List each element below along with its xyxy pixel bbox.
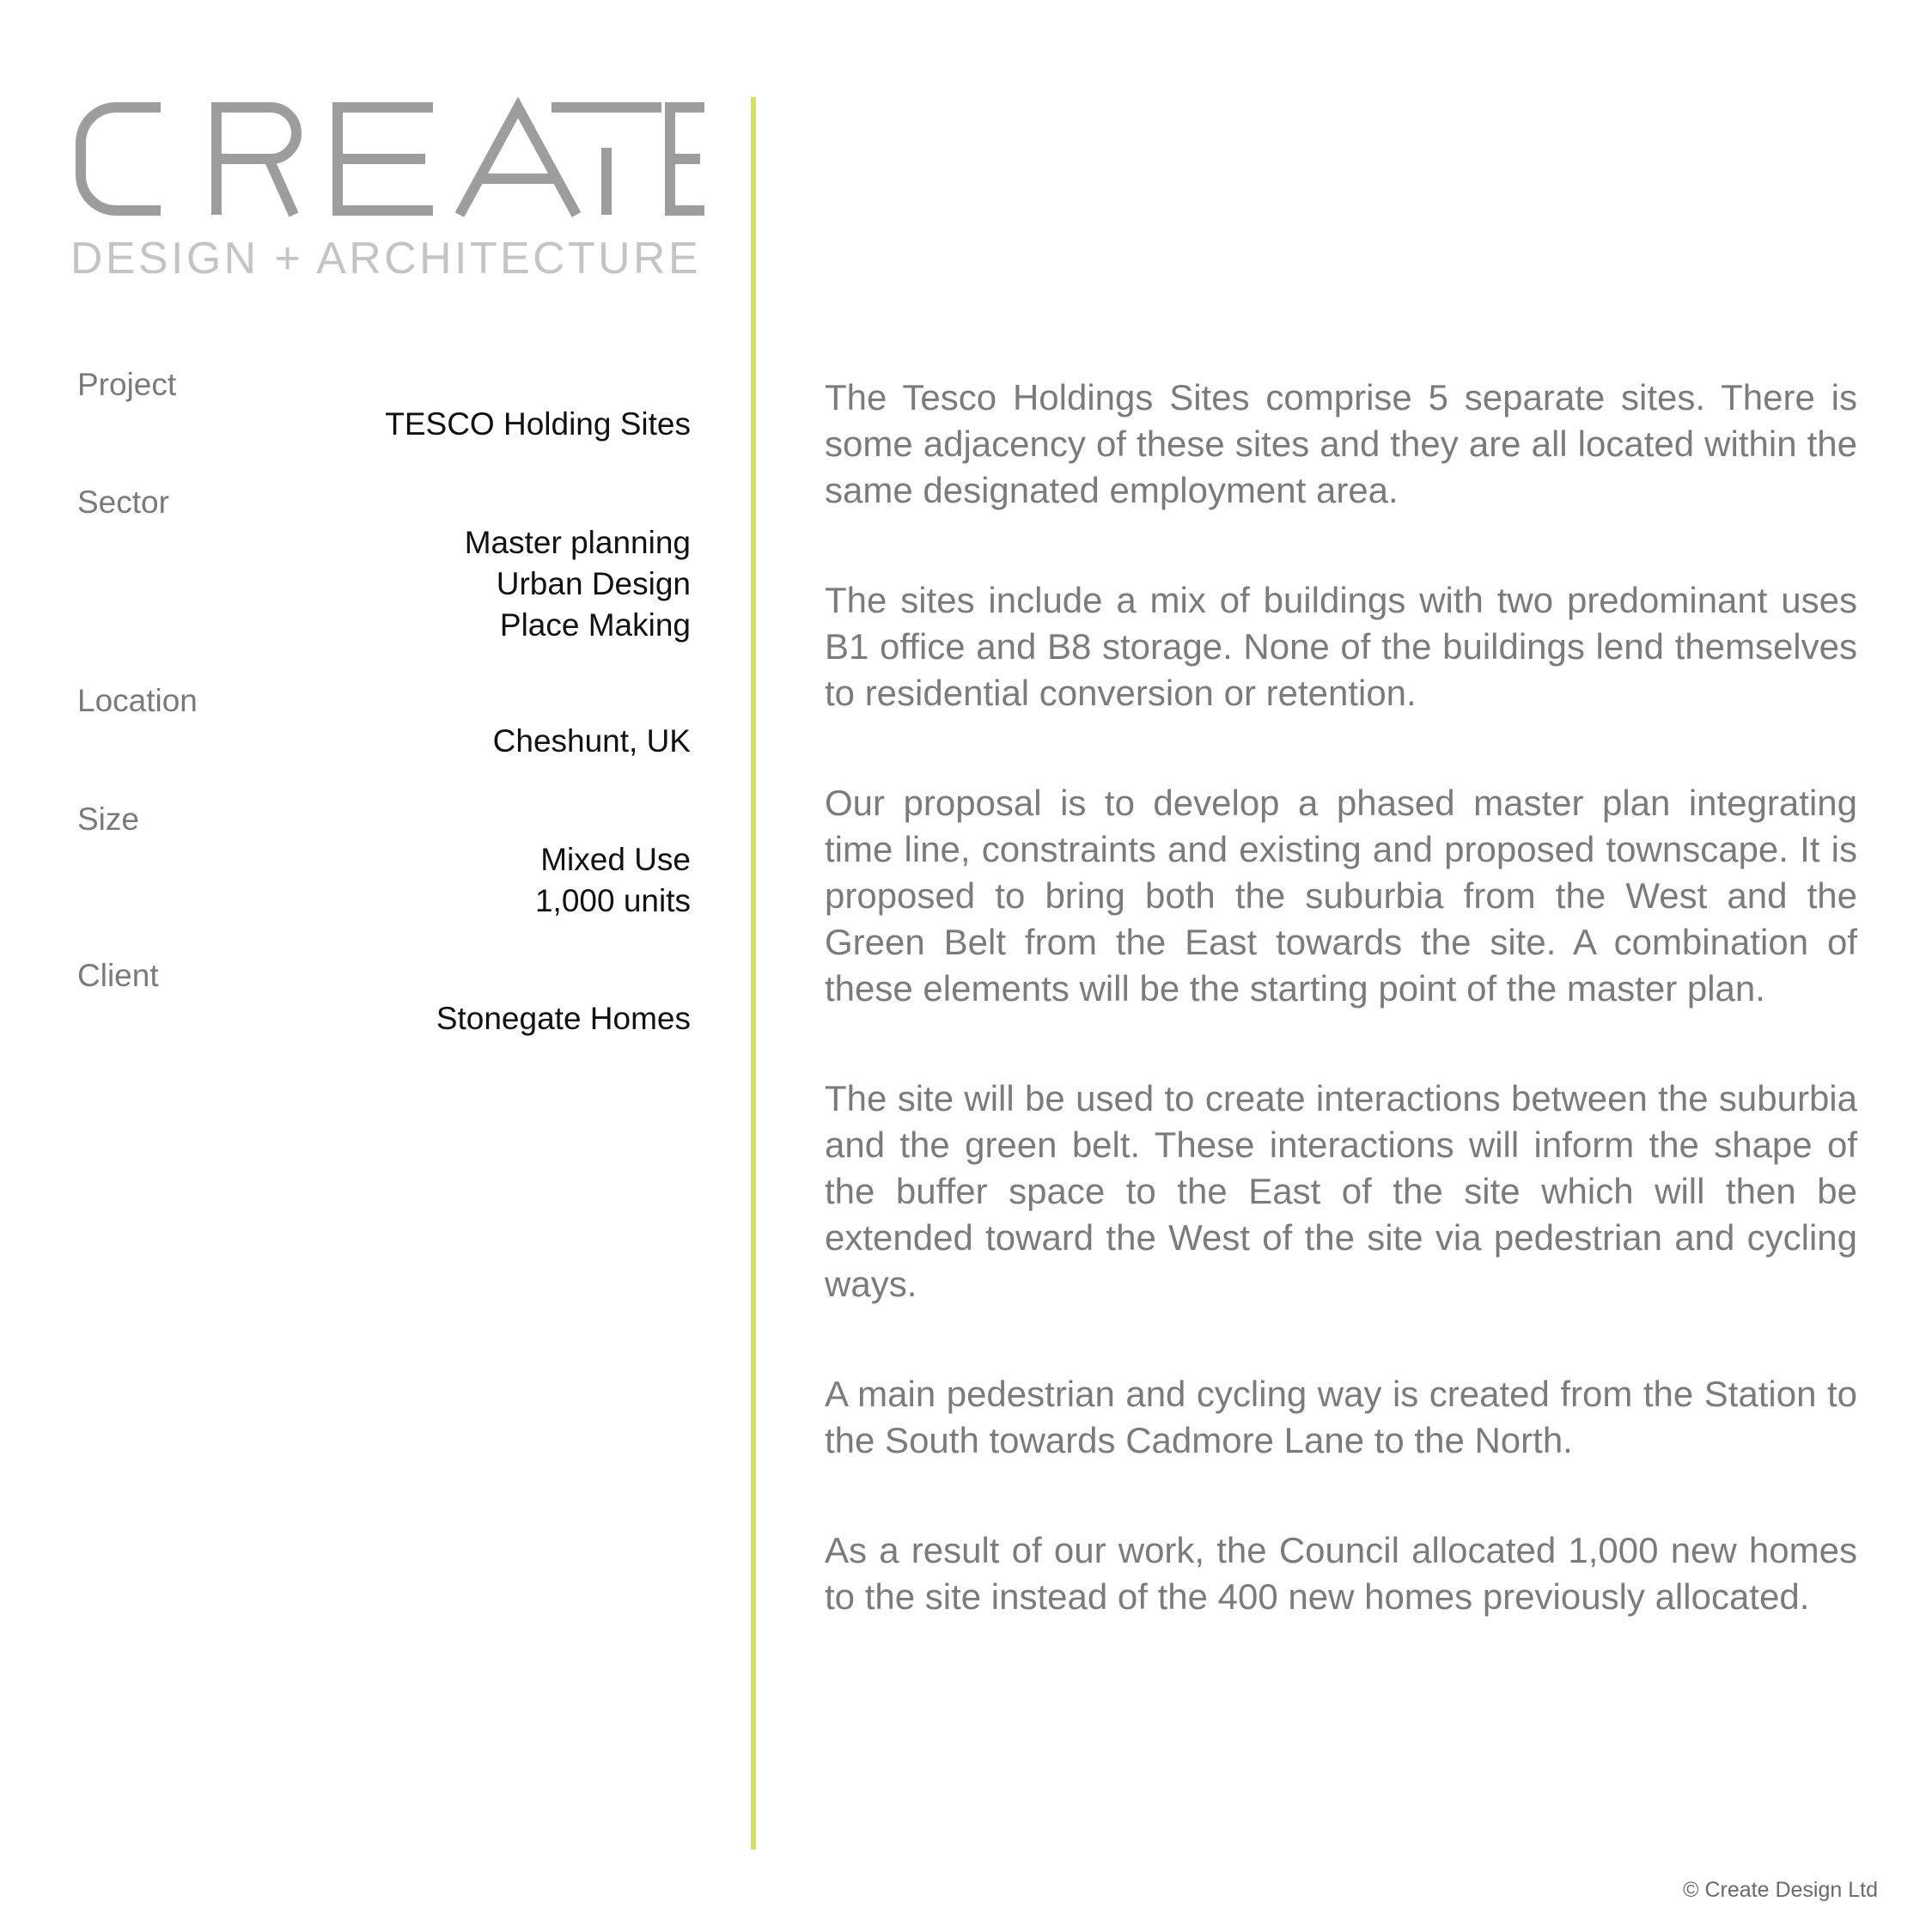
copyright-notice: © Create Design Ltd bbox=[1683, 1878, 1878, 1902]
client-value-line: Stonegate Homes bbox=[436, 1001, 691, 1036]
svg-text:DESIGN + ARCHITECTURE: DESIGN + ARCHITECTURE bbox=[70, 234, 701, 281]
project-description bbox=[825, 375, 1857, 1684]
sector-value-line: Master planning bbox=[464, 525, 691, 560]
location-label: Location bbox=[77, 683, 198, 718]
sector-value-line: Urban Design bbox=[496, 566, 691, 601]
description-paragraph: A main pedestrian and cycling way is created from the Station to the South towards Cadmore Lane to the North. bbox=[825, 1374, 1857, 1460]
client-label: Client bbox=[77, 958, 159, 993]
location-value bbox=[77, 721, 691, 762]
description-paragraph: The site will be used to create interactions between the suburbia and the green belt. These interactions will inform the shape of the buffer space to the East of the site which will then be extended toward the West of the site via pedestrian and cycling ways. bbox=[825, 1078, 1857, 1304]
description-paragraph: The sites include a mix of buildings with two predominant uses B1 office and B8 storage. None of the buildings lend themselves to residential conversion or retention. bbox=[825, 580, 1857, 713]
project-value bbox=[77, 404, 691, 445]
location-value-line: Cheshunt, UK bbox=[492, 723, 691, 759]
project-value-line: TESCO Holding Sites bbox=[385, 406, 691, 442]
project-label: Project bbox=[77, 367, 177, 402]
size-value bbox=[77, 839, 691, 922]
sector-label: Sector bbox=[77, 485, 169, 520]
description-paragraph: As a result of our work, the Council allocated 1,000 new homes to the site instead of the 400 new homes previously allocated. bbox=[825, 1530, 1857, 1617]
size-label: Size bbox=[77, 801, 139, 837]
description-paragraph: The Tesco Holdings Sites comprise 5 separate sites. There is some adjacency of these sites and they are all located within the same designated employment area. bbox=[825, 377, 1857, 510]
description-paragraph: Our proposal is to develop a phased master plan integrating time line, constraints and existing and proposed townscape. It is proposed to bring both the suburbia from the West and the Green Belt from the East towards the site. A combination of these elements will be the starting point of the master plan. bbox=[825, 783, 1857, 1009]
accent-divider bbox=[751, 97, 756, 1850]
client-value bbox=[77, 998, 691, 1039]
size-value-line: 1,000 units bbox=[534, 883, 691, 918]
create-logo bbox=[69, 96, 704, 281]
sector-value bbox=[77, 522, 691, 646]
size-value-line: Mixed Use bbox=[540, 842, 691, 877]
sector-value-line: Place Making bbox=[499, 607, 691, 643]
